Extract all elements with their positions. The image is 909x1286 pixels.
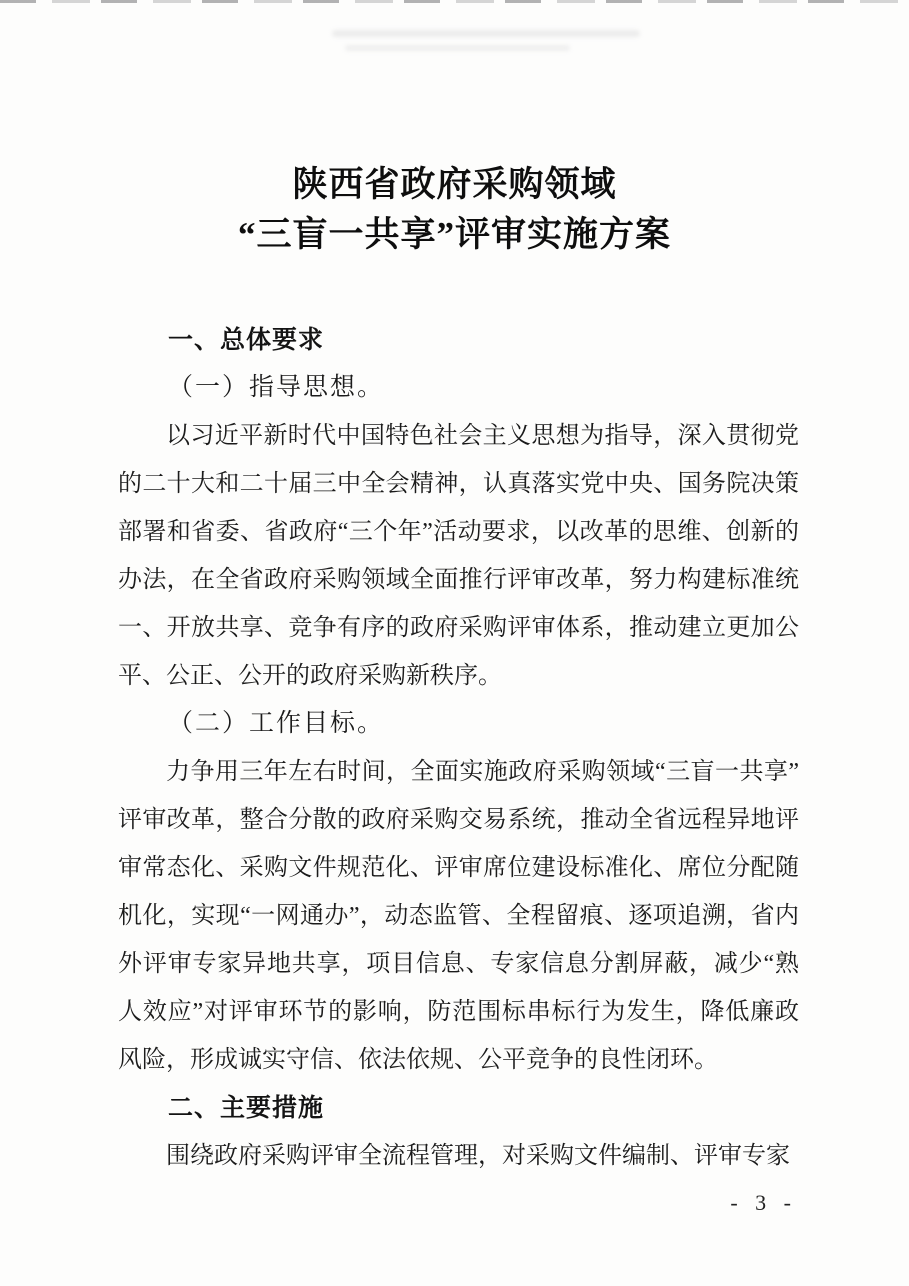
document-title-line2: “三盲一共享”评审实施方案 xyxy=(237,215,671,254)
section-heading-overall-requirements: 一、总体要求 xyxy=(168,326,325,354)
scan-artifact-smudge xyxy=(332,30,640,37)
paragraph-work-goals: 力争用三年左右时间，全面实施政府采购领域“三盲一共享”评审改革，整合分散的政府采购交易系统，推动全省远程异地评审常态化、采购文件规范化、评审席位建设标准化、席位分配随机化，实现“一网通办”，动态监管、全程留痕、逐项追溯，省内外评审专家异地共享，项目信息、专家信息分割屏蔽，减少“熟人效应”对评审环节的影响，防范围标串标行为发生，降低廉政风险，形成诚实守信、依法依规、公平竞争的良性闭环。 xyxy=(118,759,799,1073)
subsection-heading-work-goals: （二）工作目标。 xyxy=(168,710,385,737)
scan-artifact-top-edge xyxy=(0,0,909,3)
page-number: - 3 - xyxy=(730,1190,797,1215)
section-heading-main-measures: 二、主要措施 xyxy=(168,1094,325,1122)
subsection-heading-guiding-ideology: （一）指导思想。 xyxy=(168,374,385,401)
document-body xyxy=(118,316,799,1180)
scan-artifact-smudge xyxy=(345,45,570,51)
paragraph-main-measures-intro: 围绕政府采购评审全流程管理，对采购文件编制、评审专家 xyxy=(166,1143,790,1169)
paragraph-guiding-ideology: 以习近平新时代中国特色社会主义思想为指导，深入贯彻党的二十大和二十届三中全会精神，认真落实党中央、国务院决策部署和省委、省政府“三个年”活动要求，以改革的思维、创新的办法，在全省政府采购领域全面推行评审改革，努力构建标准统一、开放共享、竞争有序的政府采购评审体系，推动建立更加公平、公正、公开的政府采购新秩序。 xyxy=(118,423,799,689)
document-title xyxy=(0,0,909,260)
document-title-line1: 陕西省政府采购领域 xyxy=(292,165,617,204)
